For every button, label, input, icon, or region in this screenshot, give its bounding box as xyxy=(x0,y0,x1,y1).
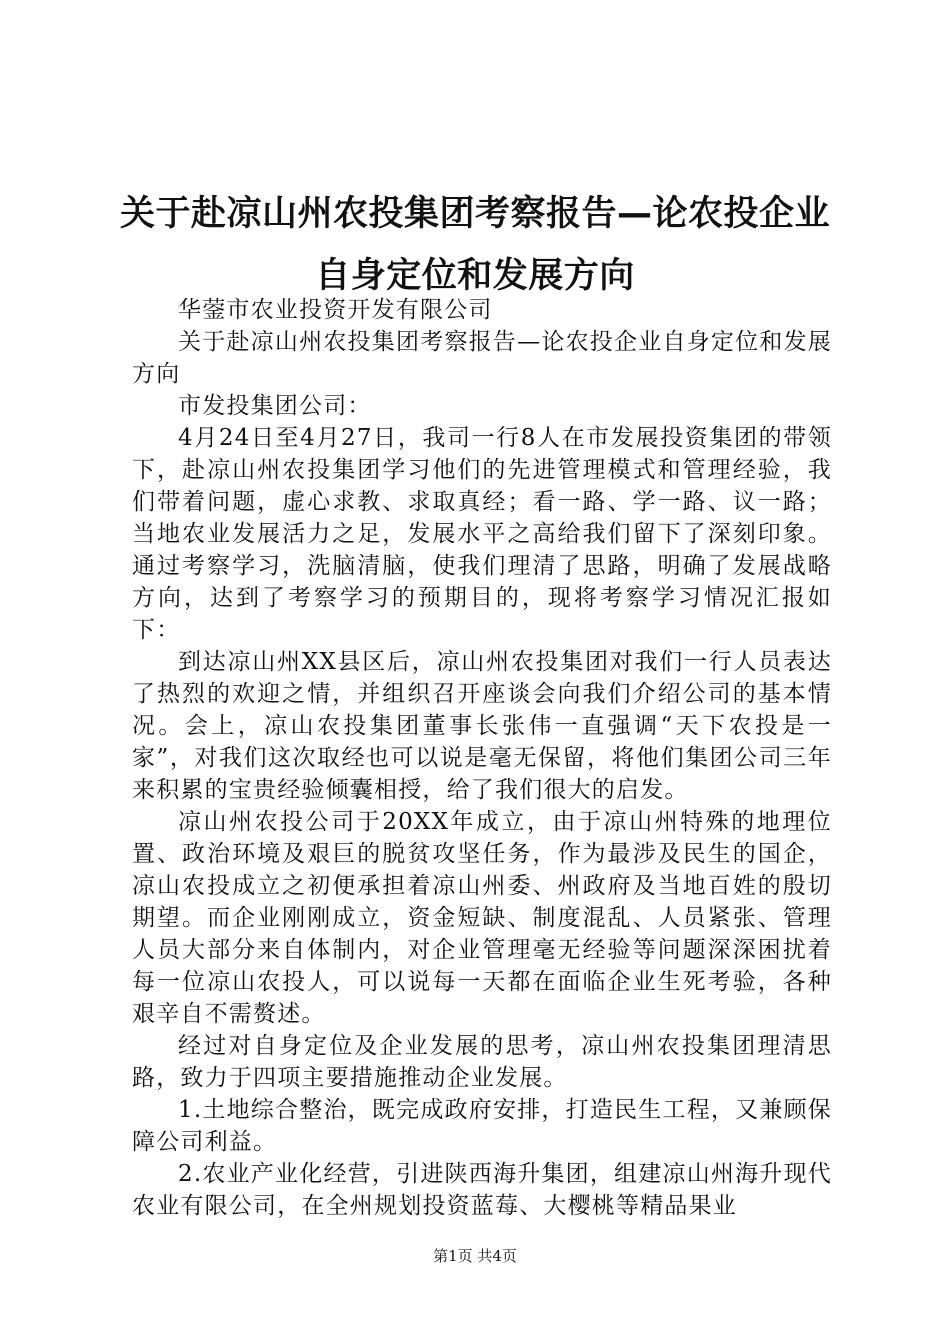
paragraph-measures: 经过对自身定位及企业发展的思考，凉山州农投集团理清思路，致力于四项主要措施推动企业发展。 xyxy=(132,1033,832,1091)
paragraph-measure-1: 1.土地综合整治，既完成政府安排，打造民生工程，又兼顾保障公司利益。 xyxy=(132,1097,832,1155)
paragraph-background: 凉山州农投公司于20XX年成立，由于凉山州特殊的地理位置、政治环境及艰巨的脱贫攻坚任务，作为最涉及民生的国企，凉山农投成立之初便承担着凉山州委、州政府及当地百姓的殷切期望。而企业刚刚成立，资金短缺、制度混乱、人员紧张、管理人员大部分来自体制内，对企业管理毫无经验等问题深深困扰着每一位凉山农投人，可以说每一天都在面临企业生死考验，各种艰辛自不需赘述。 xyxy=(132,809,832,1027)
paragraph-company: 华蓥市农业投资开发有限公司 xyxy=(178,297,493,323)
document-title: 关于赴凉山州农投集团考察报告—论农投企业自身定位和发展方向 xyxy=(119,194,830,296)
paragraph-salutation: 市发投集团公司： xyxy=(178,393,372,419)
page-footer: 第1页 共4页 xyxy=(433,1247,517,1265)
paragraph-subject: 关于赴凉山州农投集团考察报告—论农投企业自身定位和发展方向 xyxy=(132,329,832,387)
document-body xyxy=(132,294,832,1222)
paragraph-reception: 到达凉山州XX县区后，凉山州农投集团对我们一行人员表达了热烈的欢迎之情，并组织召开座谈会向我们介绍公司的基本情况。会上，凉山农投集团董事长张伟一直强调“天下农投是一家”，对我们这次取经也可以说是毫无保留，将他们集团公司三年来积累的宝贵经验倾囊相授，给了我们很大的启发。 xyxy=(132,649,832,803)
paragraph-intro: 4月24日至4月27日，我司一行8人在市发展投资集团的带领下，赴凉山州农投集团学习他们的先进管理模式和管理经验，我们带着问题，虚心求教、求取真经；看一路、学一路、议一路；当地农业发展活力之足，发展水平之高给我们留下了深刻印象。通过考察学习，洗脑清脑，使我们理清了思路，明确了发展战略方向，达到了考察学习的预期目的，现将考察学习情况汇报如下： xyxy=(132,425,832,643)
paragraph-measure-2: 2.农业产业化经营，引进陕西海升集团，组建凉山州海升现代农业有限公司，在全州规划投资蓝莓、大樱桃等精品果业 xyxy=(132,1161,832,1219)
